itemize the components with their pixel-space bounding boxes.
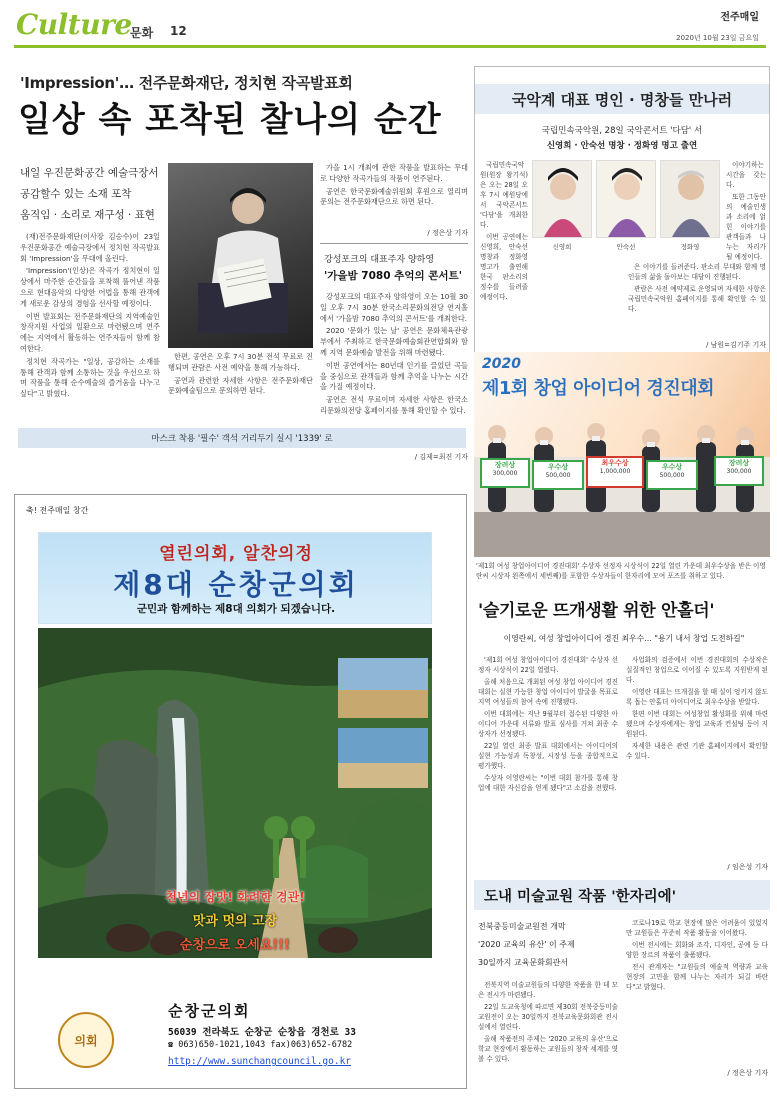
subhead: 움직임 · 소리로 재구성 · 표현 (20, 209, 155, 221)
award-card (532, 460, 584, 490)
concert-byline: / 김제=최진 기자 (414, 453, 468, 461)
paragraph: 22일 도교육청에 따르면 제30회 전북중등미술교원전이 오는 30일까지 전북교육문화회관 전시실에서 열린다. (478, 1003, 618, 1031)
paragraph: 사업화의 검증에서 이번 경진대회의 수상작은 실질적인 창업으로 이어질 수 있도록 지원받게 된다. (626, 656, 768, 684)
composer-figure (168, 163, 313, 348)
award-amount: 300,000 (492, 470, 518, 477)
paragraph: 22일 열린 최종 발표 대회에서는 아이디어의 실현 가능성과 독창성, 시장성 등을 종합적으로 평가했다. (478, 742, 618, 770)
subhead: 공감할수 있는 소재 포착 (20, 188, 132, 200)
award-amount: 300,000 (726, 468, 752, 475)
gukak-title: 국악계 대표 명인 · 명창들 만나러 (511, 90, 733, 109)
paragraph: 한편, 공연은 오후 7시 30분 전석 무료로 진행되며 관람은 사전 예약을 통해 가능하다. (168, 352, 313, 372)
art-col2 (626, 918, 768, 994)
ad-line1: 열린의회, 알찬의정 (159, 544, 313, 564)
gukak-portraits (532, 160, 722, 255)
startup-byline: / 임은성 기자 (727, 863, 768, 871)
award-card (714, 456, 764, 486)
award-amount: 500,000 (545, 472, 571, 479)
gukak-body-right (726, 160, 766, 264)
subhead: '2020 교육의 유산' 이 주제 (478, 940, 575, 949)
ad-seal-text: 의회 (74, 1033, 98, 1048)
paragraph: 관람은 사전 예약제로 운영되며 자세한 사항은 국립민속국악원 홈페이지를 통해 확인할 수 있다. (628, 285, 766, 313)
header-rule (14, 45, 766, 48)
portrait-figure (533, 161, 592, 238)
issue-date: 2020년 10월 23일 금요일 (676, 34, 759, 42)
award-card (586, 456, 644, 488)
concert-title: '가을밤 7080 추억의 콘서트' (324, 270, 462, 282)
ad-phone (168, 1040, 352, 1050)
paragraph: 이번 발표회는 전주문화재단의 지역예술인 창작지원 사업의 일환으로 마련됐으며 연주에는 지역에서 활동하는 연주자들이 함께 참여한다. (20, 311, 160, 353)
award-label: 우수상 (547, 463, 569, 471)
portrait-figure (661, 161, 720, 238)
gukak-byline: / 남원=김기주 기자 (705, 341, 766, 349)
paragraph: 정치현 작곡가는 "일상, 공감하는 소재를 통해 관객과 함께 소통하는 것을 우선으로 하며 작품을 통해 순수예술의 즐거움을 나누고 싶다"고 밝혔다. (20, 356, 160, 399)
concert-kicker: 강성포크의 대표주자 양하영 (324, 255, 435, 265)
award-amount: 1,000,000 (599, 468, 631, 475)
paragraph: 올해 작품전의 주제는 '2020 교육의 유산'으로 학교 현장에서 활동하는 교원들의 창작 세계를 엿볼 수 있다. (478, 1035, 618, 1063)
contest-banner-year: 2020 (482, 356, 521, 372)
gukak-title-bar (475, 84, 769, 114)
paper-name: 전주매일 (720, 12, 759, 23)
paragraph: 이번 전시에는 회화와 조각, 디자인, 공예 등 다양한 장르의 작품이 출품됐다. (626, 941, 768, 959)
gukak-body-left (480, 160, 528, 304)
paragraph: 올해 처음으로 개최된 여성 창업 아이디어 경진대회는 실현 가능한 창업 아이디어 발굴을 목표로 지역 여성들의 참여 속에 진행됐다. (478, 678, 618, 706)
subhead: 내일 우진문화공간 예술극장서 (20, 167, 159, 179)
notice-byline: / 정은상 기자 (427, 229, 468, 237)
paragraph: 또한 그동안의 예술인생과 소리에 얽힌 이야기를 관객들과 나누는 자리가 될 예정이다. (726, 193, 766, 261)
award-card (646, 460, 698, 490)
portrait-caption: 신영희 (552, 243, 572, 251)
paragraph: 코로나19로 학교 현장에 많은 어려움이 있었지만 교원들은 꾸준히 작품 활동을 이어왔다. (626, 919, 768, 937)
art-title: 도내 미술교원 작품 '한자리에' (484, 888, 677, 905)
ad-org-name: 순창군의회 (168, 1002, 251, 1020)
paragraph: 'Impression'(인상)은 작곡가 정치현이 일상에서 마주한 순간들을 포착해 풀어낸 작품으로 현대음악의 다양한 어법을 통해 관객에게 새로운 감상의 경험을 선사할 예정이다. (20, 266, 160, 308)
paragraph: 이야기하는 시간을 갖는다. (726, 161, 766, 189)
contest-caption: '제1회 여성 창업아이디어 경진대회' 수상자 선정자 시상식이 22일 열린 가운데 최우수상을 받은 이영란씨 시상자 왼쪽에서 세번째)를 포함한 수상자들이 한자리에 모여 포즈를 취하고 있다. (476, 562, 766, 580)
startup-col1 (478, 655, 618, 795)
notice-rule (320, 243, 468, 244)
startup-headline: '슬기로운 뜨개생활 위한 안홀더' (478, 601, 715, 621)
art-title-bar (474, 880, 770, 910)
paragraph: '제1회 여성 창업아이디어 경진대회' 수상자 선정자 시상식이 22일 열렸다. (478, 656, 618, 674)
gukak-body-bottom (628, 262, 766, 316)
paragraph: 이영란 대표는 뜨개질을 할 때 실이 엉키지 않도록 돕는 안홀더 아이디어로 최우수상을 받았다. (626, 688, 768, 706)
ad-landscape-photo (38, 628, 432, 958)
ad-heading-panel (38, 532, 432, 624)
paragraph: 전시 관계자는 "교원들의 예술적 역량과 교육 현장의 고민을 함께 나누는 자리가 되길 바란다"고 밝혔다. (626, 963, 768, 991)
award-label: 장려상 (728, 459, 750, 467)
art-subheads (478, 918, 620, 972)
paragraph: 공연은 한국문화예술위원회 후원으로 열리며 문의는 전주문화재단으로 하면 된다. (320, 186, 468, 207)
startup-col2 (626, 655, 768, 763)
phone-icon: ☎ (168, 1040, 179, 1050)
subhead: 전북중등미술교원전 개막 (478, 922, 566, 931)
paragraph: 수상자 이영란씨는 "이번 대회 참가를 통해 창업에 대한 자신감을 얻게 됐다"고 소감을 전했다. (478, 774, 618, 792)
ad-tag: 축! 전주매일 창간 (26, 506, 89, 515)
ad-slogan3: 순창으로 오세요!!! (179, 938, 291, 953)
main-article-col2 (168, 352, 313, 399)
main-article-col1 (20, 232, 160, 402)
paragraph: 전북지역 미술교원들의 다양한 작품을 한 데 모은 전시가 마련됐다. (478, 981, 618, 999)
portrait-caption: 안숙선 (616, 243, 636, 251)
award-label: 장려상 (494, 461, 516, 469)
award-amount: 500,000 (659, 472, 685, 479)
section-ko: 문화 (130, 26, 154, 40)
paragraph: 2020 '문화가 있는 날' 공연은 문화체육관광부에서 주최하고 한국문화예술회관연합회와 함께 지역 문화예술 발전을 위해 마련됐다. (320, 326, 468, 357)
main-subheads (20, 163, 160, 226)
award-label: 우수상 (661, 463, 683, 471)
paragraph: 국립민속국악원(원장 왕기석)은 오는 28일 오후 7시 예원당에서 국악콘서트 '다담'을 개최한다. (480, 161, 528, 229)
portrait-figure (597, 161, 656, 238)
main-kicker: 'Impression'… 전주문화재단, 정치현 작곡발표회 (20, 74, 353, 92)
ad-url[interactable]: http://www.sunchangcouncil.go.kr (168, 1056, 352, 1067)
page-number: 12 (170, 24, 187, 38)
ad-line3: 군민과 함께하는 제8대 의회가 되겠습니다. (136, 603, 336, 615)
mask-notice-text: 마스크 착용 '필수' 객석 거리두기 실시 '1339' 로 (151, 434, 333, 444)
main-headline: 일상 속 포착된 찰나의 순간 (18, 100, 442, 140)
composer-photo (168, 163, 313, 348)
paragraph: 자세한 내용은 관련 기관 홈페이지에서 확인할 수 있다. (626, 742, 768, 760)
art-col1 (478, 980, 618, 1066)
subhead: 30일까지 교육문화회관서 (478, 958, 569, 967)
startup-subhead: 이영란씨, 여성 창업아이디어 경진 최우수… "용기 내서 창업 도전하길" (503, 634, 745, 643)
paragraph: (재)전주문화재단(이사장 김승수)이 23일 우진문화공간 예술극장에서 정치현 작곡발표회 'Impression'을 무대에 올린다. (20, 232, 160, 263)
contest-banner-title: 제1회 창업 아이디어 경진대회 (482, 378, 714, 399)
mask-notice-bar (18, 428, 466, 448)
gukak-subhead2: 신영희 · 안숙선 명창 · 정화영 명고 출연 (546, 141, 698, 151)
contest-photo (474, 352, 770, 557)
ad-line2: 제8대 순창군의회 (113, 568, 359, 601)
paragraph: 강성포크의 대표주자 양하영이 오는 10월 30일 오후 7시 30분 한국소리문화의전당 연지홀에서 '가을밤 7080 추억의 콘서트'를 개최한다. (320, 292, 468, 323)
portrait-3 (660, 160, 720, 238)
portrait-caption: 정화영 (680, 243, 700, 251)
ad-slogan1: 천년의 장맛! 화려한 경관! (165, 890, 305, 904)
ad-slogan2: 맛과 멋의 고장 (192, 914, 278, 929)
ad-phone-text: 063)650-1021,1043 fax)063)652-6782 (178, 1040, 353, 1050)
page-header (0, 0, 777, 50)
gukak-subhead1: 국립민속국악원, 28일 국악콘서트 '다담' 서 (541, 126, 703, 136)
notice-lead (320, 163, 468, 210)
paragraph: 공연은 전석 무료이며 자세한 사항은 한국소리문화의전당 홈페이지를 통해 확인할 수 있다. (320, 395, 468, 415)
award-label: 최우수상 (601, 459, 629, 467)
portrait-2 (596, 160, 656, 238)
concert-body (320, 292, 468, 419)
ad-address: 56039 전라북도 순창군 순창읍 경천로 33 (168, 1027, 356, 1038)
paragraph: 이번 대회에는 지난 9월부터 접수된 다양한 아이디어 가운데 서류와 발표 심사를 거쳐 최종 수상자가 선정됐다. (478, 710, 618, 738)
section-title: Culture (16, 8, 132, 41)
award-card (480, 458, 530, 488)
contest-people (474, 352, 770, 557)
landscape-scene (38, 628, 432, 958)
paragraph: 이번 공연에는 신영희, 안숙선 명창과 정화영 명고가 출연해 한국 판소리의 정수를 들려줄 예정이다. (480, 233, 528, 301)
paragraph: 한편 이번 대회는 여성창업 활성화를 위해 마련됐으며 수상자에게는 창업 교육과 컨설팅 등이 지원된다. (626, 710, 768, 738)
ad-seal (58, 1012, 114, 1068)
paragraph: 가을 1시 개최에 관한 작품을 발표하는 무대로 다양한 작곡가들의 작품이 연주된다. (320, 163, 468, 183)
art-byline: / 정은상 기자 (727, 1069, 768, 1077)
portrait-1 (532, 160, 592, 238)
paragraph: 이번 공연에서는 80년대 인기를 끌었던 곡들을 중심으로 관객들과 함께 추억을 나누는 시간을 가질 예정이다. (320, 360, 468, 392)
paragraph: 공연과 관련한 자세한 사항은 전주문화재단 문화예술팀으로 문의하면 된다. (168, 375, 313, 396)
paragraph: 은 이야기를 들려준다. 판소리 무대와 함께 명인들의 삶을 돌아보는 대담이 진행된다. (628, 263, 766, 281)
